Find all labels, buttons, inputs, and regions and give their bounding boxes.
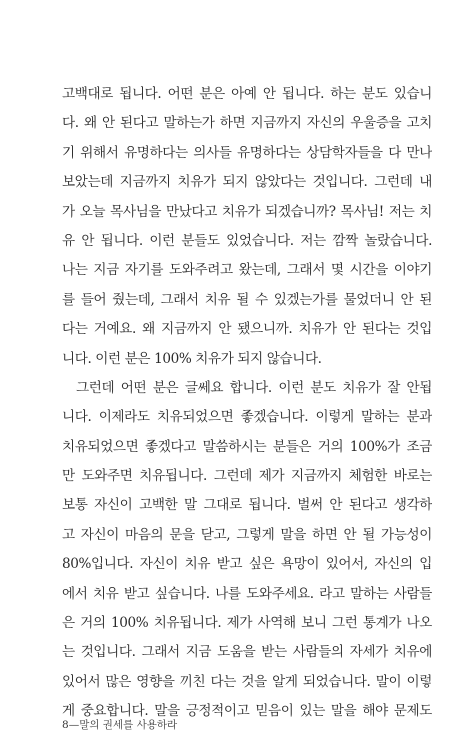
- text-line: 보통 자신이 고백한 말 그대로 됩니다. 벌써 안 된다고 생각하: [62, 497, 432, 514]
- text-line: 는 것입니다. 그래서 지금 도움을 받는 사람들의 자세가 치유에: [62, 644, 432, 661]
- page-number: 8: [62, 719, 69, 731]
- text-line: 나는 지금 자기를 도와주려고 왔는데, 그래서 몇 시간을 이야기: [62, 262, 432, 279]
- text-line: 에서 치유 받고 싶습니다. 나를 도와주세요. 라고 말하는 사람들: [62, 585, 432, 602]
- footer-separator: —: [68, 719, 80, 731]
- text-line: 니다. 이제라도 치유되었으면 좋겠습니다. 이렇게 말하는 분과: [62, 409, 432, 426]
- text-line: 게 중요합니다. 말을 긍정적이고 믿음이 있는 말을 해야 문제도: [62, 703, 432, 720]
- text-line: 고 자신이 마음의 문을 닫고, 그렇게 말을 하면 안 될 가능성이: [62, 526, 432, 543]
- text-line: 기 위해서 유명하다는 의사들 유명하다는 상담학자들을 다 만나: [62, 144, 432, 161]
- text-line: 가 오늘 목사님을 만났다고 치유가 되겠습니까? 목사님! 저는 치: [62, 203, 432, 220]
- text-line: 고백대로 됩니다. 어떤 분은 아예 안 됩니다. 하는 분도 있습니: [62, 86, 432, 102]
- text-line: 를 들어 줬는데, 그래서 치유 될 수 있겠는가를 물었더니 안 된: [62, 291, 432, 308]
- paragraph-2: [62, 374, 432, 727]
- text-line: 다. 왜 안 된다고 말하는가 하면 지금까지 자신의 우울증을 고치: [62, 115, 432, 132]
- body-text: [62, 80, 432, 727]
- text-line: 80%입니다. 자신이 치유 받고 싶은 욕망이 있어서, 자신의 입: [62, 556, 432, 573]
- text-line: 보았는데 지금까지 치유가 되지 않았다는 것입니다. 그런데 내: [62, 174, 432, 191]
- text-line: 유 안 됩니다. 이런 분들도 있었습니다. 저는 깜짝 놀랐습니다.: [62, 232, 432, 249]
- text-line: 그런데 어떤 분은 글쎄요 합니다. 이런 분도 치유가 잘 안됩: [76, 379, 432, 396]
- paragraph-1: [62, 80, 432, 374]
- text-line: 만 도와주면 치유됩니다. 그런데 제가 지금까지 체험한 바로는: [62, 468, 432, 485]
- running-title: 말의 권세를 사용하라: [79, 719, 178, 731]
- text-line: 니다. 이런 분은 100% 치유가 되지 않습니다.: [62, 350, 322, 367]
- page-footer: [62, 718, 177, 732]
- text-line: 은 거의 100% 치유됩니다. 제가 사역해 보니 그런 통계가 나오: [62, 615, 432, 632]
- text-line: 치유되었으면 좋겠다고 말씀하시는 분들은 거의 100%가 조금: [62, 438, 432, 455]
- text-line: 있어서 많은 영향을 끼친 다는 것을 알게 되었습니다. 말이 이렇: [62, 673, 432, 690]
- text-line: 다는 거예요. 왜 지금까지 안 됐으니까. 치유가 안 된다는 것입: [62, 321, 432, 338]
